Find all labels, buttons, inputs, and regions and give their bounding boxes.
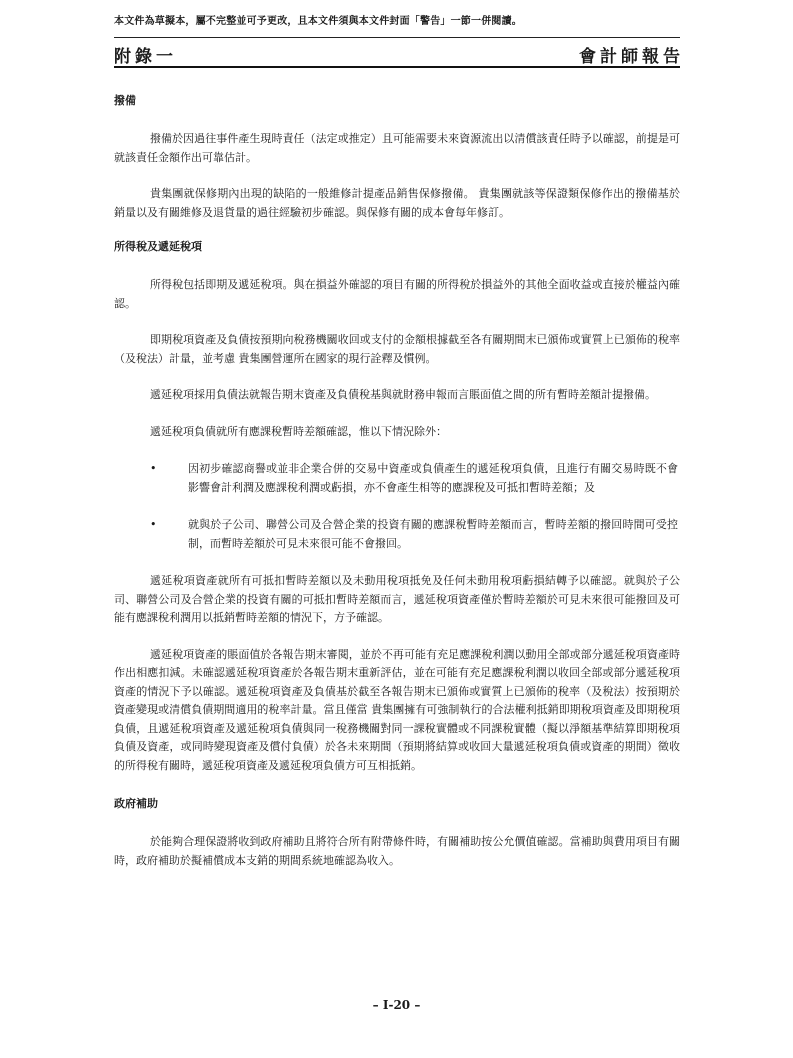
paragraph: 遞延稅項採用負債法就報告期末資產及負債稅基與就財務申報而言賬面值之間的所有暫時差額計提撥備。: [150, 388, 656, 401]
list-item-text: 因初步確認商譽或並非企業合併的交易中資產或負債產生的遞延稅項負債，且進行有關交易時既不會影響會計利潤及應課稅利潤或虧損，亦不會產生相等的應課稅及可抵扣暫時差額；及: [188, 462, 678, 494]
page-number: – I-20 –: [372, 998, 421, 1012]
report-title: 會計師報告: [579, 47, 684, 67]
exception-list: [114, 460, 680, 553]
section-heading-income-tax: 所得稅及遞延稅項: [114, 240, 202, 253]
paragraph: 所得稅包括即期及遞延稅項。與在損益外確認的項目有關的所得稅於損益外的其他全面收益或直接於權益內確認。: [114, 278, 680, 310]
list-item-text: 就與於子公司、聯營公司及合營企業的投資有關的應課稅暫時差額而言，暫時差額的撥回時間可受控制，而暫時差額於可見未來很可能不會撥回。: [188, 518, 678, 550]
bullet-icon: •: [150, 518, 157, 531]
paragraph: 撥備於因過往事件產生現時責任（法定或推定）且可能需要未來資源流出以清償該責任時予以確認，前提是可就該責任金額作出可靠估計。: [114, 132, 680, 164]
draft-warning-banner: 本文件為草擬本，屬不完整並可予更改，且本文件須與本文件封面「警告」一節一併閱讀。: [114, 16, 522, 27]
bullet-icon: •: [150, 462, 157, 475]
section-heading-provisions: 撥備: [114, 94, 136, 107]
paragraph: 即期稅項資產及負債按預期向稅務機關收回或支付的金額根據截至各有關期間末已頒佈或實質上已頒佈的稅率（及稅法）計量，並考慮 貴集團營運所在國家的現行詮釋及慣例。: [114, 333, 680, 365]
section-heading-government-grants: 政府補助: [114, 797, 158, 810]
header-divider: [114, 66, 680, 68]
paragraph: 遞延稅項資產就所有可抵扣暫時差額以及未動用稅項抵免及任何未動用稅項虧損結轉予以確認。就與於子公司、聯營公司及合營企業的投資有關的可抵扣暫時差額而言，遞延稅項資產僅於暫時差額於可見未來很可能撥回及可能有應課稅利潤用以抵銷暫時差額的情況下，方予確認。: [114, 574, 680, 624]
paragraph: 遞延稅項負債就所有應課稅暫時差額確認，惟以下情況除外：: [150, 424, 447, 438]
page-header: [114, 37, 684, 67]
list-item: [114, 460, 680, 497]
paragraph: 於能夠合理保證將收到政府補助且將符合所有附帶條件時，有關補助按公允價值確認。當補助與費用項目有關時，政府補助於擬補償成本支銷的期間系統地確認為收入。: [114, 835, 680, 867]
paragraph: 遞延稅項資產的賬面值於各報告期末審閱，並於不再可能有充足應課稅利潤以動用全部或部分遞延稅項資產時作出相應扣減。未確認遞延稅項資產於各報告期末重新評估，並在可能有充足應課稅利潤以收回全部或部分遞延稅項資產的情況下予以確認。遞延稅項資產及負債基於截至各報告期末已頒佈或實質上已頒佈的稅率（及稅法）按預期於資產變現或清償負債期間適用的稅率計量。當且僅當 貴集團擁有可強制執行的合法權利抵銷即期稅項資產及即期稅項負債，且遞延稅項資產及遞延稅項負債與同一稅務機關對同一課稅實體或不同課稅實體（擬以淨額基準結算即期稅項負債及資產，或同時變現資產及償付負債）於各未來期間（預期將結算或收回大量遞延稅項負債或資產的期間）徵收的所得稅有關時，遞延稅項資產及遞延稅項負債方可互相抵銷。: [114, 647, 680, 772]
main-content: [114, 92, 680, 888]
paragraph: 貴集團就保修期內出現的缺陷的一般維修計提產品銷售保修撥備。 貴集團就該等保證類保修作出的撥備基於銷量以及有關維修及退貨量的過往經驗初步確認。與保修有關的成本會每年修訂。: [114, 187, 680, 219]
list-item: [114, 516, 680, 553]
appendix-title: 附錄一: [114, 47, 177, 67]
